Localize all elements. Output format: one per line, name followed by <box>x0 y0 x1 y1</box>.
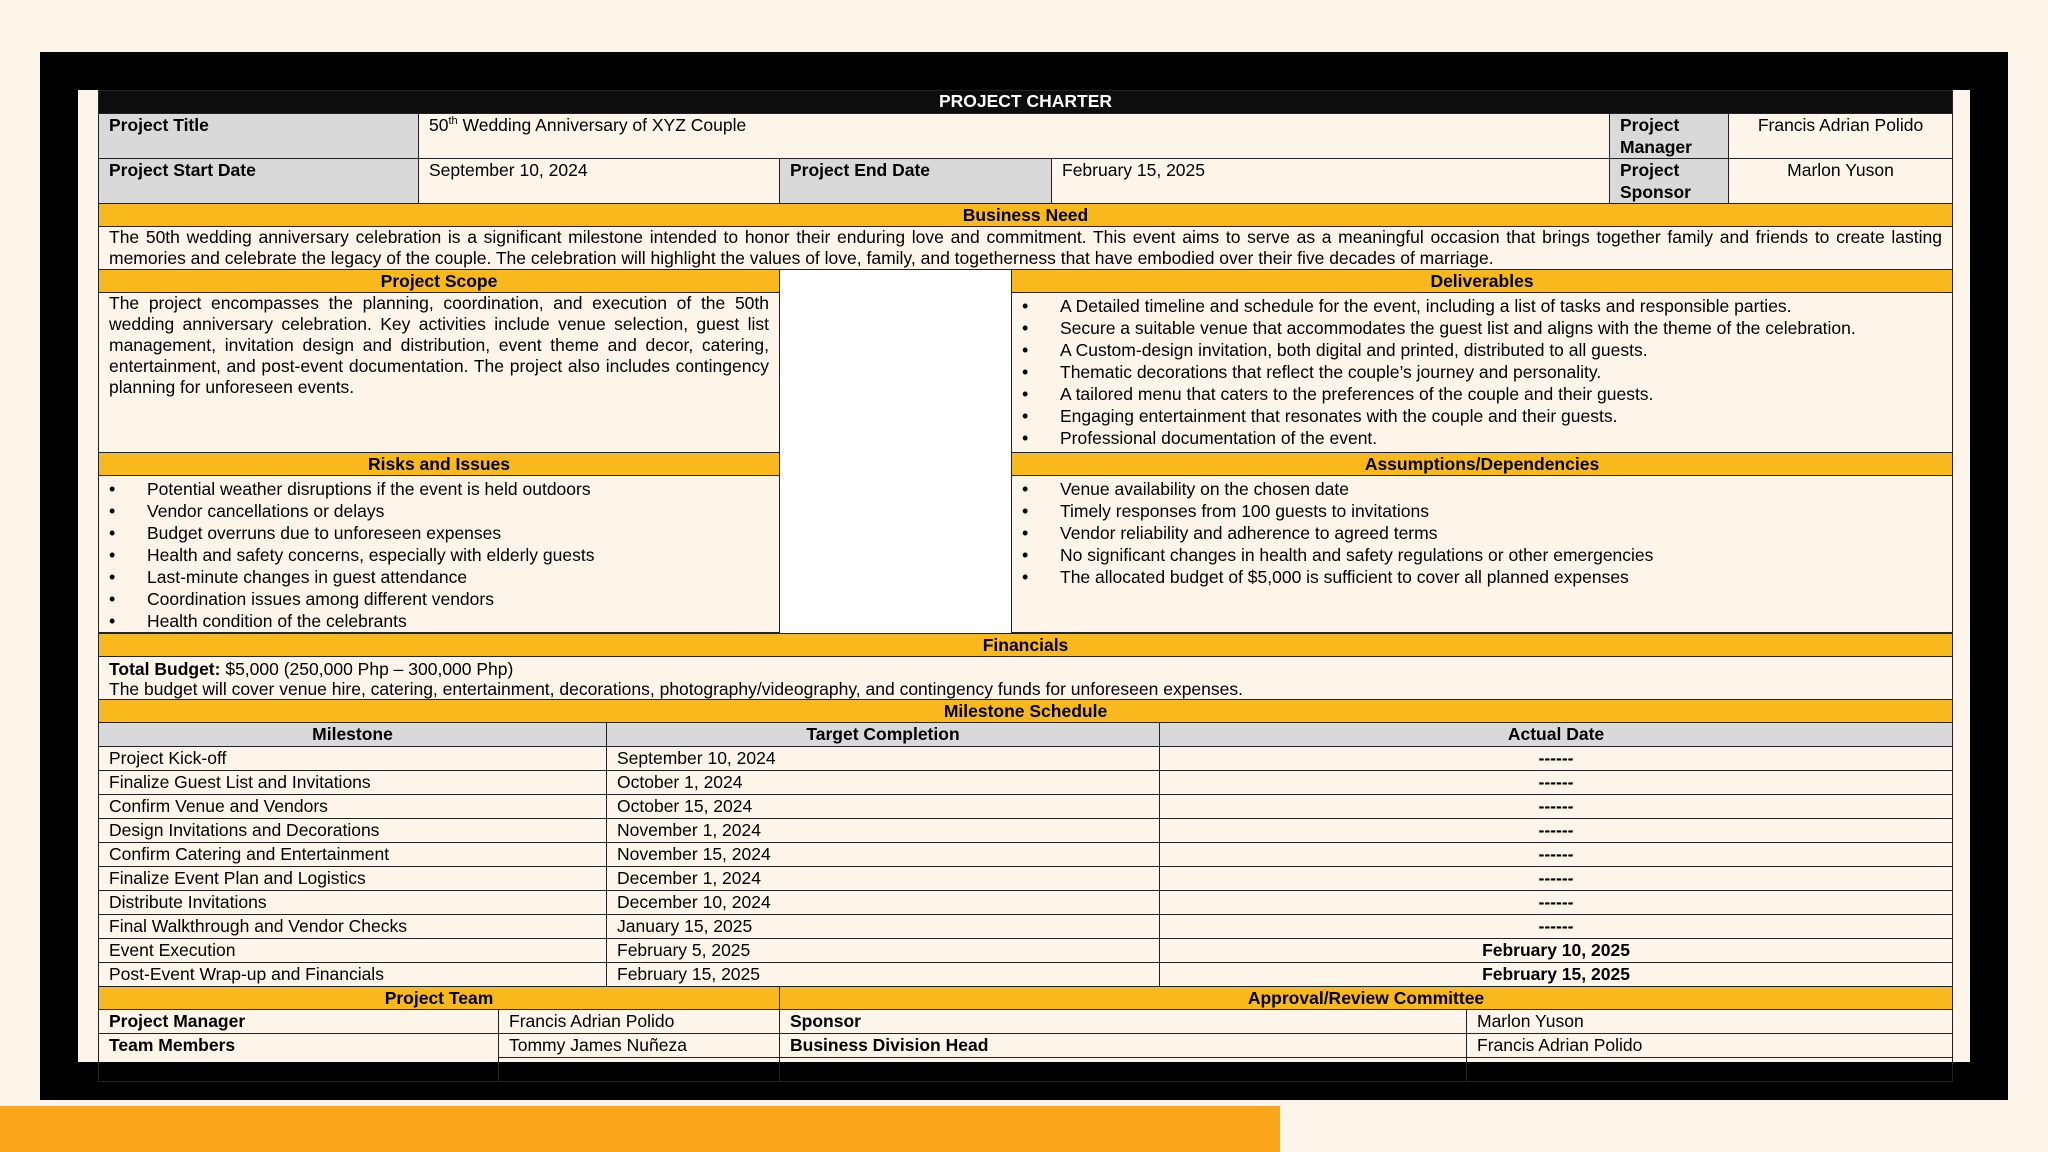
milestone-name: Post-Event Wrap-up and Financials <box>99 963 607 987</box>
deliverables-list-cell <box>1012 293 1953 453</box>
slide-frame <box>40 52 2008 1100</box>
milestone-actual: ------ <box>1160 795 1953 819</box>
table-row <box>99 843 1953 867</box>
milestone-name: Event Execution <box>99 939 607 963</box>
list-item: • Health and safety concerns, especially with elderly guests <box>147 544 769 566</box>
end-date-label: Project End Date <box>780 159 1052 204</box>
milestone-actual: ------ <box>1160 747 1953 771</box>
milestone-name: Finalize Event Plan and Logistics <box>99 867 607 891</box>
target-column-header: Target Completion <box>607 723 1160 747</box>
table-row <box>99 963 1953 987</box>
list-item: • A Custom-design invitation, both digital and printed, distributed to all guests. <box>1060 339 1942 361</box>
risks-heading: Risks and Issues <box>99 453 780 476</box>
assumptions-list-cell <box>1012 476 1953 633</box>
list-item: • A Detailed timeline and schedule for the event, including a list of tasks and responsible parties. <box>1060 295 1942 317</box>
table-row <box>99 747 1953 771</box>
milestone-actual: ------ <box>1160 891 1953 915</box>
sponsor-label: Project Sponsor <box>1610 159 1729 204</box>
milestone-target: January 15, 2025 <box>607 915 1160 939</box>
assumptions-list <box>1022 478 1942 588</box>
list-item: • Coordination issues among different vendors <box>147 588 769 610</box>
financials-heading: Financials <box>99 634 1953 657</box>
list-item: • Vendor reliability and adherence to agreed terms <box>1060 522 1942 544</box>
milestone-name: Confirm Venue and Vendors <box>99 795 607 819</box>
project-team-heading: Project Team <box>99 987 780 1010</box>
financials-text <box>99 657 1953 700</box>
risks-list <box>109 478 769 632</box>
milestone-target: December 1, 2024 <box>607 867 1160 891</box>
table-row <box>99 867 1953 891</box>
approval-label: Sponsor <box>780 1010 1467 1034</box>
table-row <box>99 939 1953 963</box>
table-row <box>99 771 1953 795</box>
milestone-target: November 15, 2024 <box>607 843 1160 867</box>
team-member: Jason Juarez <box>499 1058 780 1082</box>
list-item: • The allocated budget of $5,000 is sufficient to cover all planned expenses <box>1060 566 1942 588</box>
team-pm-label: Project Manager <box>99 1010 499 1034</box>
milestone-name: Design Invitations and Decorations <box>99 819 607 843</box>
table-row <box>99 819 1953 843</box>
list-item: • Venue availability on the chosen date <box>1060 478 1942 500</box>
milestone-target: December 10, 2024 <box>607 891 1160 915</box>
actual-column-header: Actual Date <box>1160 723 1953 747</box>
list-item: • Engaging entertainment that resonates with the couple and their guests. <box>1060 405 1942 427</box>
approval-label: Business Unit Head <box>780 1058 1467 1082</box>
team-member: Tommy James Nuñeza <box>499 1034 780 1058</box>
milestone-name: Confirm Catering and Entertainment <box>99 843 607 867</box>
charter-document <box>78 90 1970 1079</box>
approval-label: Business Division Head <box>780 1034 1467 1058</box>
approval-value: Marlon Yuson <box>1467 1010 1953 1034</box>
approval-value: Tommy James Nuñeza <box>1467 1058 1953 1082</box>
list-item: • A tailored menu that caters to the preferences of the couple and their guests. <box>1060 383 1942 405</box>
deliverables-heading: Deliverables <box>1012 270 1953 293</box>
milestone-actual: February 10, 2025 <box>1160 939 1953 963</box>
business-need-text: The 50th wedding anniversary celebration is a significant milestone intended to honor their enduring love and commitment. This event aims to serve as a meaningful occasion that brings together family and friends to create lasting memories and celebrate the legacy of the couple. The celebration will highlight the values of love, family, and togetherness that have embodied over their five decades of marriage. <box>99 227 1953 270</box>
milestone-target: October 15, 2024 <box>607 795 1160 819</box>
milestone-actual: ------ <box>1160 771 1953 795</box>
table-row <box>99 891 1953 915</box>
milestone-target: October 1, 2024 <box>607 771 1160 795</box>
list-item: • Health condition of the celebrants <box>147 610 769 632</box>
milestone-name: Final Walkthrough and Vendor Checks <box>99 915 607 939</box>
list-item: • Last-minute changes in guest attendance <box>147 566 769 588</box>
list-item: • Secure a suitable venue that accommodates the guest list and aligns with the theme of the celebration. <box>1060 317 1942 339</box>
start-date-label: Project Start Date <box>99 159 419 204</box>
project-title-value: 50th Wedding Anniversary of XYZ Couple <box>419 114 1610 159</box>
total-budget-value: $5,000 (250,000 Php – 300,000 Php) <box>220 659 514 679</box>
project-scope-text: The project encompasses the planning, coordination, and execution of the 50th wedding anniversary celebration. Key activities include venue selection, guest list management, invitation design and distribution, event theme and decor, catering, entertainment, and post-event documentation. The project also includes contingency planning for unforeseen events. <box>99 293 780 453</box>
project-manager-label: Project Manager <box>1610 114 1729 159</box>
list-item: • Budget overruns due to unforeseen expenses <box>147 522 769 544</box>
table-row <box>99 915 1953 939</box>
milestone-target: November 1, 2024 <box>607 819 1160 843</box>
column-divider <box>780 270 1012 634</box>
project-title-label: Project Title <box>99 114 419 159</box>
approval-committee-heading: Approval/Review Committee <box>780 987 1953 1010</box>
risks-list-cell <box>99 476 780 633</box>
page-title: PROJECT CHARTER <box>99 91 1953 114</box>
list-item: • Vendor cancellations or delays <box>147 500 769 522</box>
sponsor-value: Marlon Yuson <box>1729 159 1953 204</box>
team-members-label: Team Members <box>99 1034 499 1082</box>
milestone-schedule-heading: Milestone Schedule <box>99 700 1953 723</box>
team-pm-value: Francis Adrian Polido <box>499 1010 780 1034</box>
project-charter-table <box>98 90 1953 1082</box>
milestone-actual: ------ <box>1160 915 1953 939</box>
milestone-target: February 15, 2025 <box>607 963 1160 987</box>
accent-bar <box>0 1106 1280 1152</box>
list-item: • Thematic decorations that reflect the couple’s journey and personality. <box>1060 361 1942 383</box>
milestone-actual: ------ <box>1160 843 1953 867</box>
milestone-name: Distribute Invitations <box>99 891 607 915</box>
list-item: • Timely responses from 100 guests to invitations <box>1060 500 1942 522</box>
milestone-target: February 5, 2025 <box>607 939 1160 963</box>
total-budget-label: Total Budget: <box>109 659 221 679</box>
project-scope-heading: Project Scope <box>99 270 780 293</box>
milestone-target: September 10, 2024 <box>607 747 1160 771</box>
budget-note: The budget will cover venue hire, catering, entertainment, decorations, photography/videography, and contingency funds for unforeseen expenses. <box>109 679 1243 699</box>
list-item: • Potential weather disruptions if the event is held outdoors <box>147 478 769 500</box>
start-date-value: September 10, 2024 <box>419 159 780 204</box>
end-date-value: February 15, 2025 <box>1052 159 1610 204</box>
assumptions-heading: Assumptions/Dependencies <box>1012 453 1953 476</box>
list-item: • Professional documentation of the event. <box>1060 427 1942 449</box>
project-manager-value: Francis Adrian Polido <box>1729 114 1953 159</box>
table-row <box>99 795 1953 819</box>
milestone-actual: ------ <box>1160 819 1953 843</box>
approval-value: Francis Adrian Polido <box>1467 1034 1953 1058</box>
milestone-name: Project Kick-off <box>99 747 607 771</box>
business-need-heading: Business Need <box>99 204 1953 227</box>
milestone-actual: ------ <box>1160 867 1953 891</box>
milestone-column-header: Milestone <box>99 723 607 747</box>
deliverables-list <box>1022 295 1942 449</box>
milestone-name: Finalize Guest List and Invitations <box>99 771 607 795</box>
list-item: • No significant changes in health and safety regulations or other emergencies <box>1060 544 1942 566</box>
milestone-actual: February 15, 2025 <box>1160 963 1953 987</box>
